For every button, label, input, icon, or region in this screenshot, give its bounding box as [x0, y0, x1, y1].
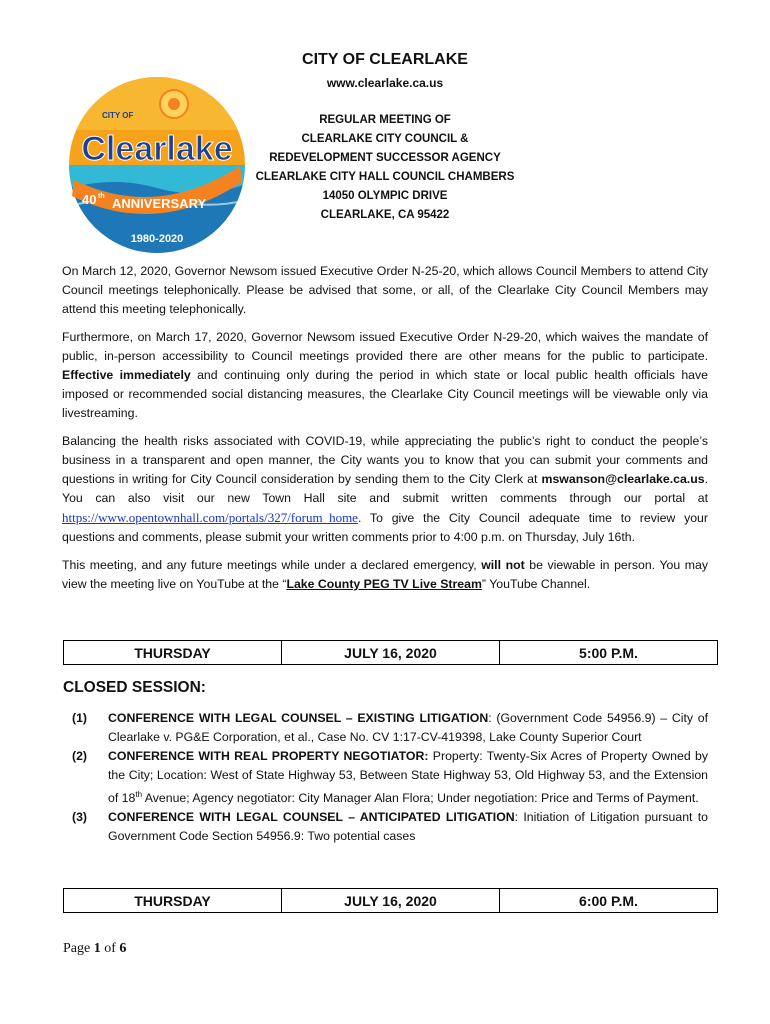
- item-title: CONFERENCE WITH LEGAL COUNSEL – ANTICIPATED LITIGATION: [108, 810, 515, 825]
- city-website[interactable]: www.clearlake.ca.us: [326, 76, 444, 90]
- document-header: [250, 50, 520, 225]
- closed-session-item: [72, 747, 708, 808]
- paragraph-text: Balancing the health risks associated with COVID-19, while appreciating the public’s right to conduct the people’s business in a transparent and open manner, the City wants you to know that you can submit your comments and questions in writing for City Council consideration by sending them to the City Clerk at: [62, 434, 708, 486]
- page-footer: [63, 941, 126, 957]
- clerk-email[interactable]: mswanson@clearlake.ca.us: [541, 472, 705, 486]
- header-line: CLEARLAKE CITY HALL COUNCIL CHAMBERS: [255, 171, 515, 183]
- item-text: : Initiation of Litigation pursuant to Government Code Section 54956.9: Two potential cases: [108, 810, 709, 844]
- item-title: CONFERENCE WITH LEGAL COUNSEL – EXISTING LITIGATION: [108, 711, 489, 725]
- item-text: Property: Twenty-Six Acres of Property Owned by the City; Location: West of State Highway 53, Between State Highway 53, Old Highway 53, and the Extension of 18: [108, 749, 708, 806]
- header-line: 14050 OLYMPIC DRIVE: [322, 190, 448, 202]
- city-title: CITY OF CLEARLAKE: [302, 51, 468, 68]
- item-text: Avenue; Agency negotiator: City Manager Alan Flora; Under negotiation: Price and Terms of Payment.: [142, 791, 699, 806]
- paragraph-executive-order-29: [62, 328, 708, 423]
- page-label: Page: [63, 941, 94, 956]
- logo-name: Clearlake: [81, 130, 233, 168]
- logo-city-of: CITY OF: [102, 111, 134, 120]
- item-text: : (Government Code 54956.9) – City of Clearlake v. PG&E Corporation, et al., Case No. CV 1:17-CV-419398, Lake County Superior Court: [108, 711, 709, 744]
- header-line: REDEVELOPMENT SUCCESSOR AGENCY: [269, 152, 501, 164]
- town-hall-portal-link[interactable]: https://www.opentownhall.com/portals/327/forum_home: [62, 510, 358, 525]
- city-logo: [62, 70, 252, 260]
- clearlake-40th-anniversary-logo: [62, 70, 252, 260]
- paragraph-viewing-info: [62, 556, 708, 594]
- header-line: REGULAR MEETING OF: [319, 114, 451, 126]
- paragraph-text: . To give the City Council adequate time to review your questions and comments, please submit your written comments prior to 4:00 p.m. on Thursday, July 16th.: [62, 511, 708, 544]
- schedule-time: 5:00 P.M.: [579, 644, 638, 661]
- paragraph-text: Furthermore, on March 17, 2020, Governor Newsom issued Executive Order N-29-20, which waives the mandate of public, in-person accessibility to Council meetings provided there are other means for the public to participate.: [62, 330, 708, 363]
- emphasis-text: will not: [481, 558, 525, 572]
- paragraph-text: ” YouTube Channel.: [481, 577, 591, 591]
- meeting-details: [250, 111, 520, 225]
- schedule-row: [63, 888, 718, 913]
- schedule-row: [63, 640, 718, 665]
- paragraph-text: and continuing only during the period in which state or local public health officials have imposed or recommended social distancing measures, the Clearlake City Council meetings will be viewable only via livestreaming.: [62, 368, 708, 420]
- paragraph-text: . You can also visit our new Town Hall site and submit written comments through our portal at: [62, 472, 708, 505]
- item-number: (1): [72, 711, 88, 725]
- closed-session-items: [72, 709, 708, 846]
- item-superscript: th: [135, 790, 143, 799]
- item-title: CONFERENCE WITH REAL PROPERTY NEGOTIATOR:: [108, 749, 429, 763]
- page-of-label: of: [100, 941, 120, 956]
- paragraph-executive-order-25: [62, 262, 708, 319]
- header-line: CLEARLAKE, CA 95422: [320, 209, 450, 221]
- closed-session-heading: CLOSED SESSION:: [63, 679, 206, 696]
- item-number: (2): [72, 749, 88, 763]
- paragraph-text: On March 12, 2020, Governor Newsom issued Executive Order N-25-20, which allows Council Members to attend City Council meetings telephonically. Please be advised that some, or all, of the Clearlake City Council Members may attend this meeting telephonically.: [62, 264, 708, 316]
- paragraph-public-comments: [62, 432, 708, 547]
- emphasis-text: Effective immediately: [62, 368, 191, 382]
- closed-session-item: [72, 709, 708, 747]
- item-number: (3): [72, 810, 88, 825]
- youtube-channel-name: Lake County PEG TV Live Stream: [286, 577, 482, 591]
- closed-session-item: [72, 808, 708, 846]
- header-line: CLEARLAKE CITY COUNCIL &: [301, 133, 469, 145]
- paragraph-text: be viewable in person. You may view the meeting live on YouTube at the “: [62, 558, 709, 591]
- logo-anniversary-sup: th: [98, 193, 105, 200]
- schedule-date: JULY 16, 2020: [282, 641, 500, 664]
- schedule-day: THURSDAY: [64, 641, 282, 664]
- logo-years: 1980-2020: [130, 233, 184, 245]
- logo-anniversary-number: 40: [82, 192, 97, 207]
- page-total: 6: [119, 941, 127, 956]
- paragraph-text: This meeting, and any future meetings while under a declared emergency,: [62, 558, 482, 572]
- schedule-time: 6:00 P.M.: [579, 892, 638, 909]
- notice-body: [62, 262, 708, 603]
- logo-anniversary: ANNIVERSARY: [112, 196, 207, 211]
- schedule-day: THURSDAY: [64, 889, 282, 912]
- page-number: 1: [93, 941, 101, 956]
- schedule-date: JULY 16, 2020: [282, 889, 500, 912]
